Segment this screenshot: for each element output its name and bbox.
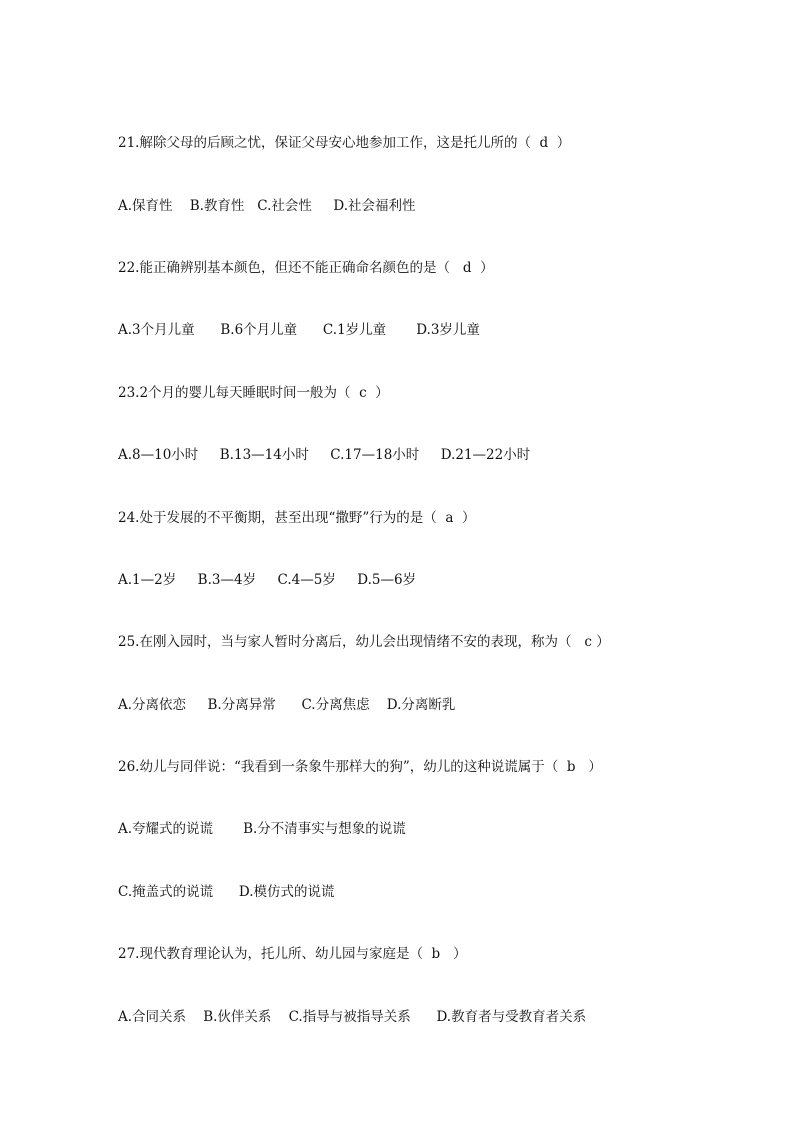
question-27-options: A.合同关系 B.伙伴关系 C.指导与被指导关系 D.教育者与受教育者关系: [118, 1009, 587, 1025]
question-25: 25.在刚入园时，当与家人暂时分离后，幼儿会出现情绪不安的表现，称为（ c ）: [118, 634, 610, 650]
question-21: 21.解除父母的后顾之忧，保证父母安心地参加工作，这是托儿所的（ d ）: [118, 135, 571, 151]
question-22-options: A.3个月儿童 B.6个月儿童 C.1岁儿童 D.3岁儿童: [118, 322, 480, 338]
question-23: 23.2个月的婴儿每天睡眠时间一般为（ c ）: [118, 385, 389, 401]
question-26-options-line-1: A.夸耀式的说谎 B.分不清事实与想象的说谎: [118, 821, 406, 837]
question-24-options: A.1—2岁 B.3—4岁 C.4—5岁 D.5—6岁: [118, 572, 417, 588]
question-25-options: A.分离依恋 B.分离异常 C.分离焦虑 D.分离断乳: [118, 697, 456, 713]
question-26: 26.幼儿与同伴说：“我看到一条象牛那样大的狗”，幼儿的这种说谎属于（ b ）: [118, 759, 602, 775]
question-21-options: A.保育性 B.教育性 C.社会性 D.社会福利性: [118, 198, 416, 214]
question-27: 27.现代教育理论认为，托儿所、幼儿园与家庭是（ b ）: [118, 946, 467, 962]
question-26-options-line-2: C.掩盖式的说谎 D.模仿式的说谎: [118, 884, 335, 900]
question-23-options: A.8—10小时 B.13—14小时 C.17—18小时 D.21—22小时: [118, 447, 531, 463]
question-22: 22.能正确辨别基本颜色，但还不能正确命名颜色的是（ d ）: [118, 260, 494, 276]
question-24: 24.处于发展的不平衡期，甚至出现“撒野”行为的是（ a ）: [118, 510, 476, 526]
